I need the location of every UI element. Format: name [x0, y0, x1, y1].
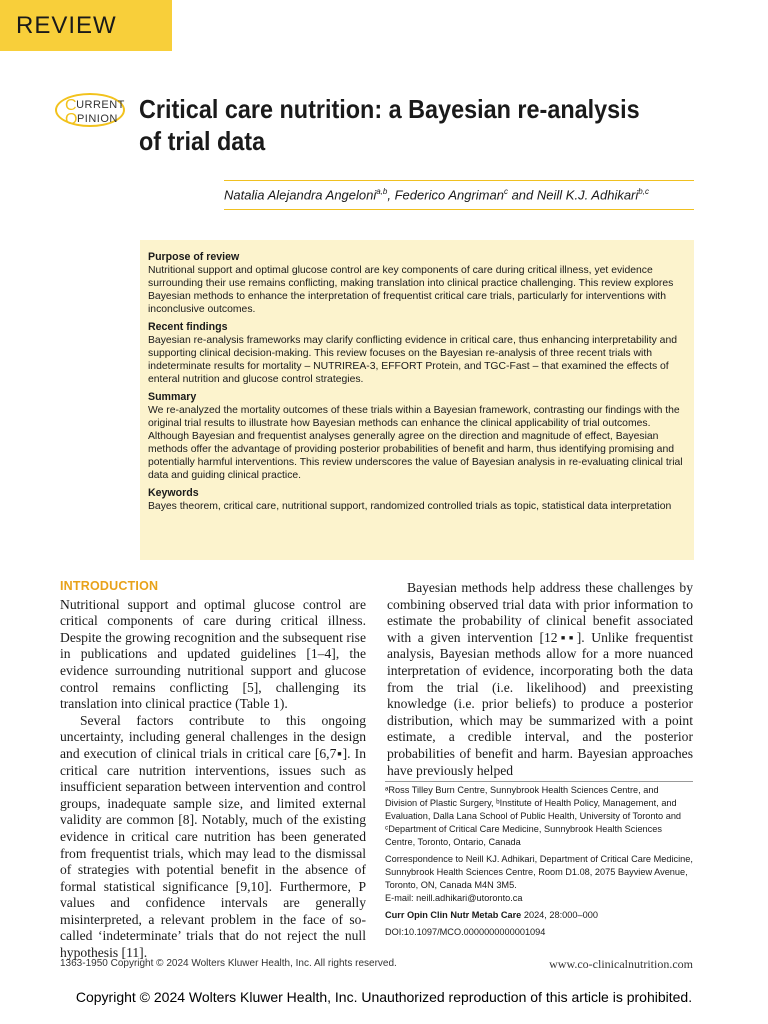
keywords-heading: Keywords [148, 487, 199, 499]
article-title: Critical care nutrition: a Bayesian re-analysis of trial data [139, 94, 640, 156]
findings-heading: Recent findings [148, 321, 228, 333]
logo-line-2: OPINION [65, 111, 118, 128]
affiliations-block [385, 784, 693, 943]
footer-copyright: 1363-1950 Copyright © 2024 Wolters Kluwer Health, Inc. All rights reserved. [60, 958, 397, 969]
logo-line-1: CURRENT [65, 97, 125, 114]
author-name: Federico Angriman [394, 187, 504, 203]
author-name: Neill K.J. Adhikari [536, 187, 639, 203]
author-affiliation: c [503, 187, 508, 196]
purpose-heading: Purpose of review [148, 251, 240, 263]
findings-text: Bayesian re-analysis frameworks may clarify conflicting evidence in critical care, thus enhancing interpretability and supporting clinical decision-making. This review focuses on the Bayesian re-analysis of three recent trials with indeterminate results for mortality – NUTRIREA-3, EFFORT Protein, and TGC-Fast – that examined the effects of enteral nutrition and glucose control strategies. [148, 335, 678, 385]
author-name: Natalia Alejandra Angeloni [224, 187, 377, 203]
author-affiliation: a,b [376, 187, 388, 196]
right-column [387, 580, 693, 779]
section-label: REVIEW [0, 0, 172, 51]
affiliation-rule [385, 781, 693, 782]
body-paragraph: Several factors contribute to this ongoing uncertainty, including general challenges in the design and execution of clinical trials in critical care [6,7▪]. In critical care nutrition interventions, issues such as insufficient separation between intervention and control groups, inadequate sample size, and limited external validity are common [8]. Notably, much of the existing evidence in critical care nutrition has been generated from frequentist trials, which may lead to the dismissal of strategies with potential benefit in the absence of formal statistical significance [9,10]. Furthermore, P values and confidence intervals are generally misinterpreted, a relevant problem in the face of so-called ‘indeterminate’ trials that do not reject the null hypothesis [11]. [60, 712, 366, 961]
journal-citation: Curr Opin Clin Nutr Metab Care 2024, 28:000–000 [385, 910, 598, 920]
footer-website-link[interactable]: www.co-clinicalnutrition.com [549, 957, 693, 971]
author-list: Natalia Alejandra Angeloni$^{a,b}$, Federico Angriman$^c$ and Neill K.J. Adhikari$^{b,c}$ [224, 187, 649, 203]
body-paragraph: Nutritional support and optimal glucose control are critical components of care during critical illness. Despite the growing recognition and the subsequent rise in publications and updated guidelines [1–4], the evidence surrounding nutritional support and glucose control remains conflicting [5], challenging its translation into clinical practice (Table 1). [60, 596, 366, 712]
copyright-notice: Copyright © 2024 Wolters Kluwer Health, Inc. Unauthorized reproduction of this article is prohibited. [75, 989, 693, 1005]
affiliations-text: ᵃRoss Tilley Burn Centre, Sunnybrook Health Sciences Centre, and Division of Plastic Surgery, ᵇInstitute of Health Policy, Management, and Evaluation, Dalla Lana School of Public Health, University of Toronto and ᶜDepartment of Critical Care Medicine, Sunnybrook Health Sciences Centre, Toronto, Ontario, Canada [385, 785, 682, 847]
body-paragraph: Bayesian methods help address these challenges by combining observed trial data with prior information to estimate the probability of clinical benefit associated with a given intervention [12▪▪]. Unlike frequentist analysis, Bayesian methods allow for a more nuanced interpretation of evidence, incorporating both the data from the trial (i.e. likelihood) and preexisting knowledge (i.e. prior beliefs) to produce a posterior distribution, which may be summarized with a point estimate, a credible interval, and the posterior probabilities of benefit and harm. Bayesian approaches have previously helped [387, 580, 693, 778]
author-affiliation: b,c [638, 187, 649, 196]
introduction-heading: INTRODUCTION [60, 579, 159, 593]
email-link[interactable]: E-mail: neill.adhikari@utoronto.ca [385, 893, 523, 903]
purpose-text: Nutritional support and optimal glucose control are key components of care during critical illness, yet evidence surrounding their use remains conflicting, making translation into clinical practice challenging. This review explores Bayesian methods to enhance the interpretation of frequentist critical care trials, particularly for interventions with inconclusive outcomes. [148, 265, 674, 315]
left-column [60, 578, 366, 962]
summary-text: We re-analyzed the mortality outcomes of these trials within a Bayesian framework, contrasting our findings with the original trial results to illustrate how Bayesian methods can enhance the clinical applicability of trial outcomes. Although Bayesian and frequentist analyses generally agree on the direction and magnitude of effect, Bayesian methods offer the advantage of providing posterior probabilities of benefit and harm, thus identifying promising and potentially harmful interventions. This review underscores the value of Bayesian analysis in re-evaluating clinical trial data and guiding clinical practice. [148, 405, 683, 481]
summary-heading: Summary [148, 391, 197, 403]
current-opinion-logo [55, 93, 127, 129]
correspondence-text: Correspondence to Neill KJ. Adhikari, Department of Critical Care Medicine, Sunnybrook Health Sciences Centre, Room D1.08, 2075 Bayview Avenue, Toronto, ON, Canada M4N 3M5. [385, 854, 693, 890]
author-rule-bottom [224, 209, 694, 210]
author-rule-top [224, 180, 694, 181]
doi-link[interactable]: DOI:10.1097/MCO.0000000000001094 [385, 927, 546, 937]
keywords-text: Bayes theorem, critical care, nutritional support, randomized controlled trials as topic, statistical data interpretation [148, 501, 672, 512]
abstract-box [140, 240, 694, 560]
